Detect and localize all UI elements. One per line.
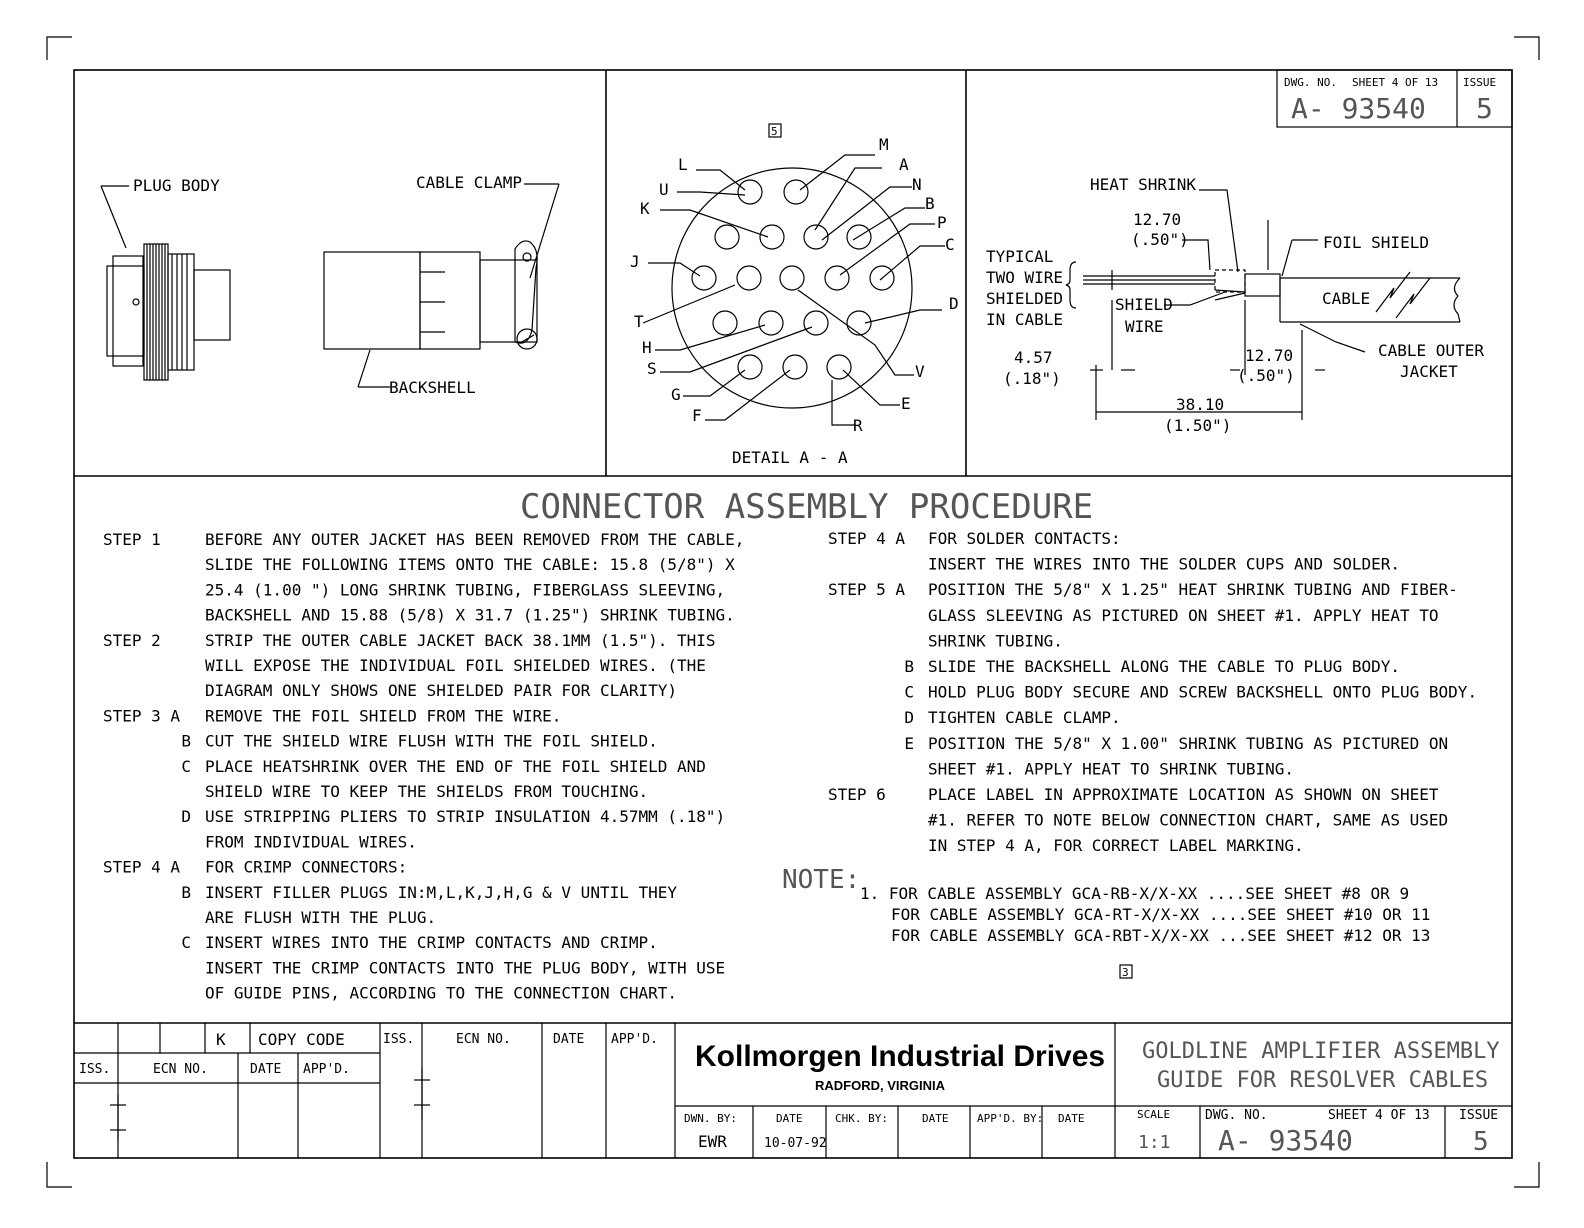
procedure-step-text: TIGHTEN CABLE CLAMP.: [928, 708, 1121, 728]
rev-marker-5: 5: [771, 125, 778, 138]
drawing-title-line-2: GUIDE FOR RESOLVER CABLES: [1157, 1068, 1489, 1093]
procedure-step-label: C: [181, 933, 191, 953]
pin-label-u: U: [659, 180, 669, 199]
dim-018: (.18"): [1003, 369, 1061, 388]
procedure-step-text: STRIP THE OUTER CABLE JACKET BACK 38.1MM (1.5"). THIS: [205, 630, 716, 650]
procedure-step-label: STEP 5 A: [828, 580, 906, 600]
procedure-step-text: BEFORE ANY OUTER JACKET HAS BEEN REMOVED FROM THE CABLE,: [205, 530, 745, 549]
company-name: Kollmorgen Industrial Drives: [695, 1040, 1106, 1073]
procedure-step-label: D: [904, 708, 914, 728]
rev-date-top: DATE: [553, 1032, 585, 1047]
pin-label-j: J: [630, 252, 640, 271]
procedure-step-text: OF GUIDE PINS, ACCORDING TO THE CONNECTION CHART.: [205, 983, 678, 1003]
procedure-step-text: SLIDE THE FOLLOWING ITEMS ONTO THE CABLE: 15.8 (5/8") X: [205, 555, 735, 575]
rev-appd-bottom: APP'D.: [303, 1062, 350, 1077]
procedure-step-label: B: [181, 882, 191, 902]
procedure-step-text: IN STEP 4 A, FOR CORRECT LABEL MARKING.: [928, 836, 1304, 856]
drawing-title-line-1: GOLDLINE AMPLIFIER ASSEMBLY: [1142, 1039, 1500, 1064]
pin-label-l: L: [678, 155, 688, 174]
issue-label: ISSUE: [1463, 76, 1497, 89]
sheet-label-bottom: SHEET 4 OF 13: [1328, 1108, 1430, 1123]
procedure-step-text: USE STRIPPING PLIERS TO STRIP INSULATION 4.57MM (.18"): [205, 807, 726, 827]
dwn-by-value: EWR: [698, 1132, 727, 1151]
typical-line-3: SHIELDED: [986, 289, 1064, 308]
issue-label-bottom: ISSUE: [1459, 1108, 1499, 1123]
dim-1270-upper: 12.70: [1133, 210, 1182, 229]
procedure-step-label: STEP 4 A: [828, 529, 906, 548]
procedure-step-label: D: [181, 807, 191, 827]
dwg-number: A- 93540: [1291, 92, 1426, 125]
procedure-step-text: INSERT FILLER PLUGS IN:M,L,K,J,H,G & V UNTIL THEY: [205, 882, 678, 902]
procedure-left-column: [103, 530, 744, 1003]
procedure-step-label: STEP 2: [103, 630, 161, 650]
backshell-label: BACKSHELL: [389, 378, 476, 397]
date-label: DATE: [776, 1112, 803, 1125]
typical-line-1: TYPICAL: [986, 247, 1054, 266]
sheet-label: SHEET 4 OF 13: [1352, 76, 1439, 89]
pin-label-s: S: [647, 359, 657, 378]
procedure-step-text: BACKSHELL AND 15.88 (5/8) X 31.7 (1.25") SHRINK TUBING.: [205, 605, 735, 625]
company-location: RADFORD, VIRGINIA: [815, 1078, 945, 1093]
date-value: 10-07-92: [764, 1136, 827, 1151]
procedure-step-text: SHIELD WIRE TO KEEP THE SHIELDS FROM TOUCHING.: [205, 782, 649, 801]
typical-line-2: TWO WIRE: [986, 268, 1064, 287]
dwg-no-label-bottom: DWG. NO.: [1205, 1108, 1268, 1123]
procedure-step-text: SHEET #1. APPLY HEAT TO SHRINK TUBING.: [928, 759, 1295, 779]
procedure-heading: CONNECTOR ASSEMBLY PROCEDURE: [520, 487, 1094, 527]
plug-backshell-view: [101, 173, 559, 397]
note-line-1: 1. FOR CABLE ASSEMBLY GCA-RB-X/X-XX ....SEE SHEET #8 OR 9: [860, 884, 1410, 903]
procedure-step-label: B: [904, 657, 914, 676]
pin-label-c: C: [945, 235, 955, 254]
procedure-step-text: HOLD PLUG BODY SECURE AND SCREW BACKSHELL ONTO PLUG BODY.: [928, 682, 1478, 702]
rev-copy-code: COPY CODE: [258, 1030, 345, 1049]
dim-150: (1.50"): [1164, 416, 1232, 435]
pin-label-r: R: [853, 416, 863, 435]
assembly-procedure: [103, 487, 1477, 1003]
shield-wire-line-1: SHIELD: [1115, 295, 1173, 314]
dim-050-upper: (.50"): [1131, 230, 1189, 249]
cable-clamp-label: CABLE CLAMP: [416, 173, 522, 192]
procedure-step-text: DIAGRAM ONLY SHOWS ONE SHIELDED PAIR FOR CLARITY): [205, 681, 678, 701]
procedure-step-text: #1. REFER TO NOTE BELOW CONNECTION CHART, SAME AS USED: [928, 810, 1449, 830]
procedure-step-label: C: [181, 756, 191, 776]
pin-label-n: N: [912, 175, 922, 194]
note-line-3: FOR CABLE ASSEMBLY GCA-RBT-X/X-XX ...SEE SHEET #12 OR 13: [891, 926, 1431, 945]
pin-label-v: V: [915, 362, 925, 381]
procedure-step-text: ARE FLUSH WITH THE PLUG.: [205, 908, 437, 927]
pin-label-e: E: [901, 394, 911, 413]
rev-appd-top: APP'D.: [611, 1032, 658, 1047]
procedure-step-text: WILL EXPOSE THE INDIVIDUAL FOIL SHIELDED WIRES. (THE: [205, 656, 706, 675]
procedure-step-label: STEP 6: [828, 785, 886, 804]
dwg-no-label: DWG. NO.: [1284, 76, 1337, 89]
procedure-step-label: B: [181, 731, 191, 751]
cable-detail-view: [986, 175, 1484, 435]
shield-wire-line-2: WIRE: [1125, 317, 1164, 336]
procedure-step-label: STEP 1: [103, 530, 161, 549]
pin-label-a: A: [899, 155, 909, 174]
dwn-by-label: DWN. BY:: [684, 1112, 737, 1125]
cable-outer-line-1: CABLE OUTER: [1378, 341, 1484, 360]
rev-date-bottom: DATE: [250, 1062, 282, 1077]
procedure-step-text: SLIDE THE BACKSHELL ALONG THE CABLE TO PLUG BODY.: [928, 657, 1401, 676]
dim-3810: 38.10: [1176, 395, 1225, 414]
pin-label-t: T: [634, 312, 644, 331]
scale-label: SCALE: [1137, 1108, 1171, 1121]
procedure-step-text: CUT THE SHIELD WIRE FLUSH WITH THE FOIL SHIELD.: [205, 731, 658, 751]
chk-by-label: CHK. BY:: [835, 1112, 888, 1125]
procedure-right-column: [828, 529, 1477, 855]
appd-date-label: DATE: [1058, 1112, 1085, 1125]
dim-457: 4.57: [1014, 348, 1053, 367]
procedure-step-text: INSERT THE CRIMP CONTACTS INTO THE PLUG BODY, WITH USE: [205, 958, 726, 978]
plug-body-label: PLUG BODY: [133, 176, 220, 195]
backshell-drawing: [324, 184, 559, 387]
revision-block: [74, 1023, 675, 1158]
scale-value: 1:1: [1138, 1132, 1171, 1153]
procedure-step-text: FOR SOLDER CONTACTS:: [928, 529, 1121, 548]
procedure-step-text: PLACE HEATSHRINK OVER THE END OF THE FOIL SHIELD AND: [205, 756, 706, 776]
note-label: NOTE:: [782, 865, 861, 895]
pin-label-g: G: [671, 385, 681, 404]
note-line-2: FOR CABLE ASSEMBLY GCA-RT-X/X-XX ....SEE SHEET #10 OR 11: [891, 905, 1431, 924]
dwg-number-bottom: A- 93540: [1218, 1124, 1353, 1157]
procedure-step-text: PLACE LABEL IN APPROXIMATE LOCATION AS SHOWN ON SHEET: [928, 785, 1439, 804]
rev-ecn-top: ECN NO.: [456, 1032, 511, 1047]
pin-label-f: F: [692, 406, 702, 425]
procedure-step-label: STEP 3 A: [103, 706, 181, 726]
issue-number: 5: [1476, 92, 1493, 125]
typical-line-4: IN CABLE: [986, 310, 1064, 329]
dim-050-lower: (.50"): [1237, 366, 1295, 385]
procedure-step-label: E: [904, 733, 914, 753]
procedure-step-text: REMOVE THE FOIL SHIELD FROM THE WIRE.: [205, 706, 562, 726]
procedure-step-text: POSITION THE 5/8" X 1.25" HEAT SHRINK TUBING AND FIBER-: [928, 580, 1458, 600]
procedure-step-text: INSERT THE WIRES INTO THE SOLDER CUPS AND SOLDER.: [928, 554, 1401, 574]
cable-outer-line-2: JACKET: [1400, 362, 1458, 381]
procedure-step-text: GLASS SLEEVING AS PICTURED ON SHEET #1. APPLY HEAT TO: [928, 605, 1439, 625]
plug-body-drawing: [101, 186, 230, 380]
rev-ecn-bottom: ECN NO.: [153, 1062, 208, 1077]
detail-caption: DETAIL A - A: [732, 448, 848, 467]
dim-1270-lower: 12.70: [1245, 346, 1294, 365]
rev-iss-top: ISS.: [383, 1032, 415, 1047]
heat-shrink-label: HEAT SHRINK: [1090, 175, 1196, 194]
pin-label-m: M: [879, 135, 889, 154]
pin-sockets: [692, 180, 894, 379]
detail-a-a-view: [630, 124, 959, 467]
issue-number-bottom: 5: [1473, 1127, 1489, 1157]
chk-date-label: DATE: [922, 1112, 949, 1125]
procedure-step-label: STEP 4 A: [103, 857, 181, 877]
rev-k: K: [216, 1030, 226, 1049]
cable-label: CABLE: [1322, 289, 1371, 308]
appd-by-label: APP'D. BY:: [977, 1112, 1044, 1125]
procedure-step-text: FROM INDIVIDUAL WIRES.: [205, 832, 417, 852]
pin-label-k: K: [640, 199, 650, 218]
procedure-step-text: 25.4 (1.00 ") LONG SHRINK TUBING, FIBERGLASS SLEEVING,: [205, 580, 726, 600]
procedure-step-label: C: [904, 682, 914, 702]
title-block-top: [1277, 70, 1512, 127]
procedure-step-text: SHRINK TUBING.: [928, 631, 1063, 651]
rev-marker-3: 3: [1122, 966, 1129, 979]
pin-label-h: H: [642, 338, 652, 357]
pin-label-p: P: [937, 213, 947, 232]
company-block: [695, 1040, 1105, 1093]
pin-label-d: D: [949, 294, 959, 313]
procedure-step-text: FOR CRIMP CONNECTORS:: [205, 857, 408, 877]
procedure-step-text: INSERT WIRES INTO THE CRIMP CONTACTS AND CRIMP.: [205, 933, 658, 953]
procedure-step-text: POSITION THE 5/8" X 1.00" SHRINK TUBING AS PICTURED ON: [928, 733, 1449, 753]
pin-label-b: B: [925, 194, 935, 213]
foil-shield-label: FOIL SHIELD: [1323, 233, 1429, 252]
rev-iss-bottom: ISS.: [79, 1062, 111, 1077]
